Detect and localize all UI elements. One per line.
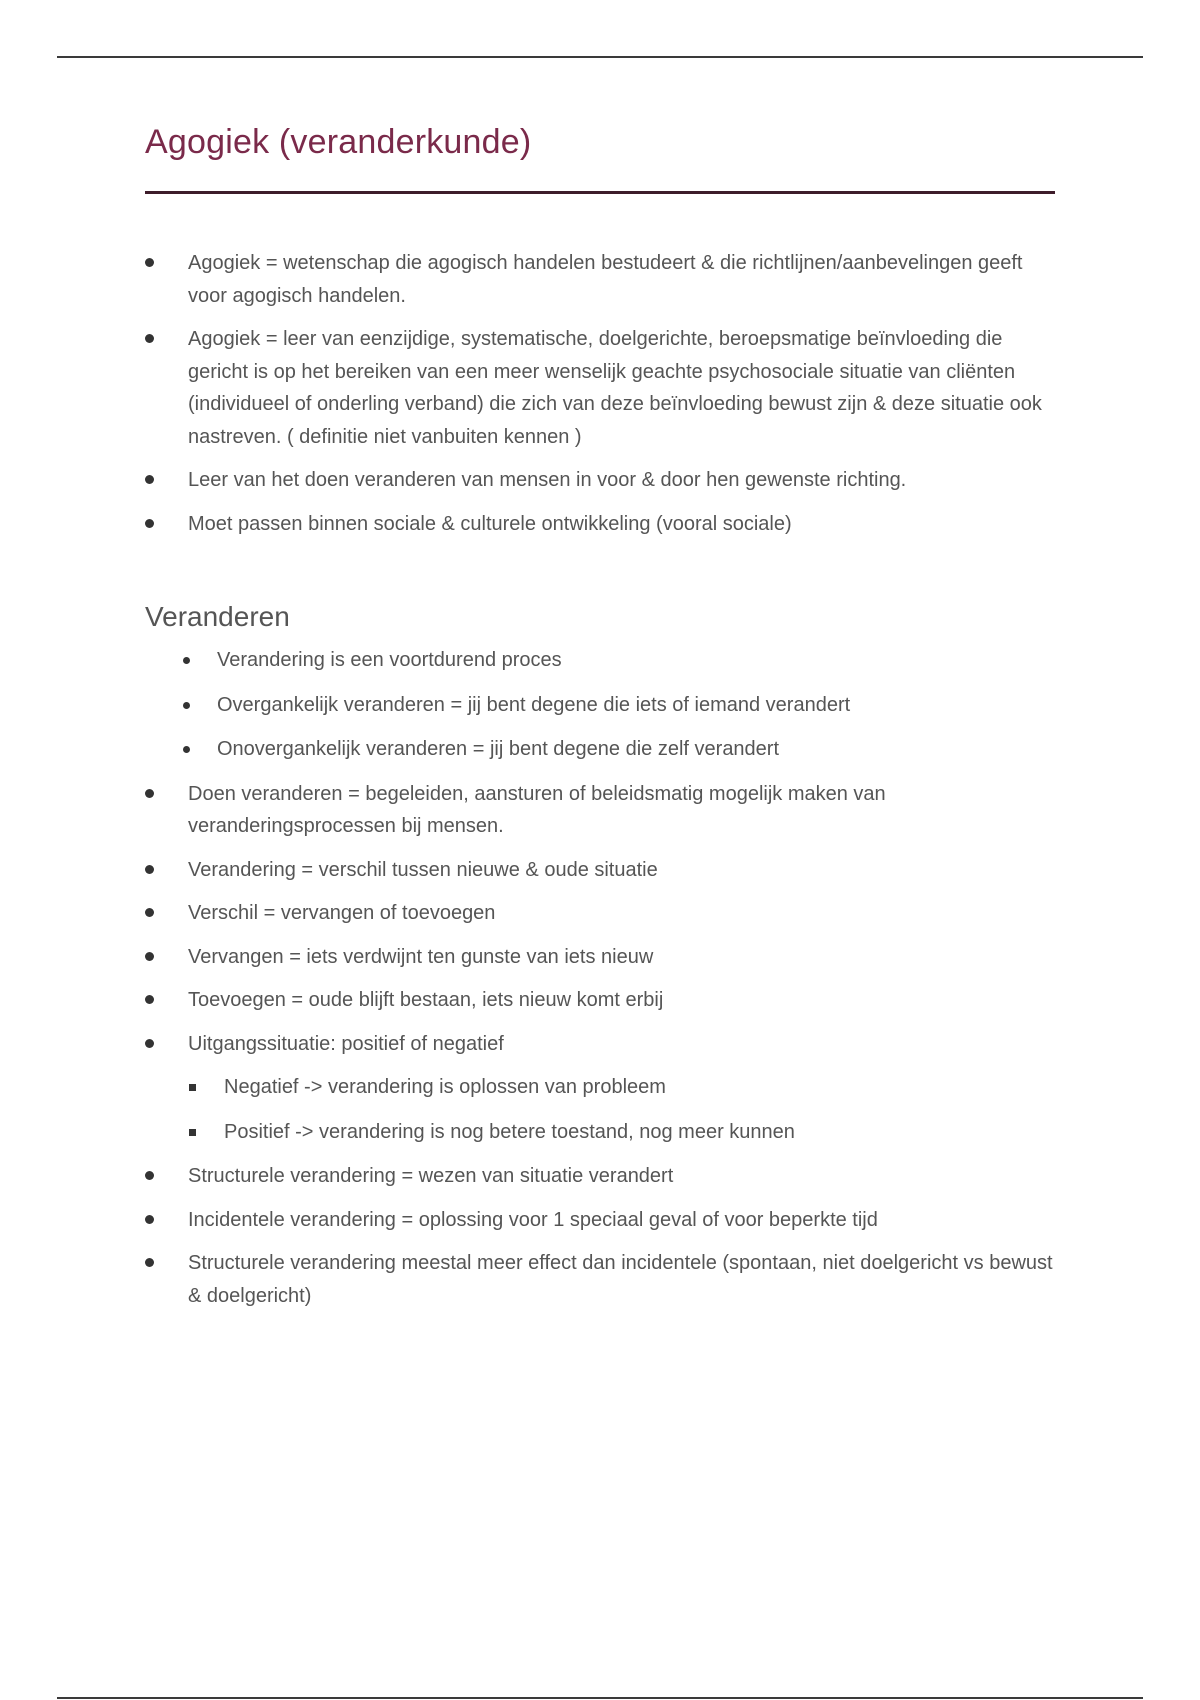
document-body [145,118,1055,1323]
list-item-text: Structurele verandering = wezen van situatie verandert [188,1165,674,1187]
list-item [183,733,1055,766]
bullet-icon [145,865,154,874]
list-item-text: Uitgangssituatie: positief of negatief [188,1032,504,1055]
list-item [145,984,1055,1017]
list-item-text: Onovergankelijk veranderen = jij bent degene die zelf verandert [217,738,780,760]
list-item [145,897,1055,930]
bullet-icon [145,1215,154,1224]
bullet-icon [145,995,154,1004]
list-item-text: Verschil = vervangen of toevoegen [188,902,496,924]
bullet-icon [183,746,190,753]
list-item-text: Toevoegen = oude blijft bestaan, iets nieuw komt erbij [188,989,664,1011]
list-item-text: Negatief -> verandering is oplossen van probleem [224,1076,666,1098]
list-item-text: Leer van het doen veranderen van mensen in voor & door hen gewenste richting. [188,469,907,491]
list-item-text: Agogiek = leer van eenzijdige, systematische, doelgerichte, beroepsmatige beïnvloeding die gericht is op het bereiken van een meer wenselijk geachte psychosociale situatie van cliënten (individueel of onderling verband) die zich van deze beïnvloeding bewust zijn & deze situatie ook nastreven. ( definitie niet vanbuiten kennen ) [188,328,1042,448]
bullet-icon [145,1258,154,1267]
list-item-text: Verandering = verschil tussen nieuwe & oude situatie [188,858,658,881]
bullet-icon [145,952,154,961]
list-item [145,247,1055,312]
list-item [145,508,1055,541]
intro-bullet-list [145,247,1055,540]
list-item [189,1116,1055,1149]
list-item [189,1071,1055,1104]
list-item [145,1247,1055,1312]
list-item-text: Vervangen = iets verdwijnt ten gunste van iets nieuw [188,945,654,968]
list-item [145,778,1055,843]
list-item [145,1204,1055,1237]
list-item-text: Structurele verandering meestal meer effect dan incidentele (spontaan, niet doelgericht vs bewust & doelgericht) [188,1252,1053,1307]
bullet-icon [145,908,154,917]
title-underline [145,191,1055,194]
list-item-text: Moet passen binnen sociale & culturele ontwikkeling (vooral sociale) [188,512,792,535]
page-bottom-rule [57,1697,1143,1699]
list-item [183,644,1055,677]
list-item-text: Verandering is een voortdurend proces [217,649,562,671]
list-item [145,323,1055,453]
list-item-text: Overgankelijk veranderen = jij bent degene die iets of iemand verandert [217,693,851,716]
square-bullet-icon [189,1084,196,1091]
bullet-icon [183,702,190,709]
document-title: Agogiek (veranderkunde) [145,123,532,161]
bullet-icon [183,657,190,664]
square-bullet-icon [189,1129,196,1136]
list-item [183,689,1055,722]
bullet-icon [145,475,154,484]
list-item-text: Incidentele verandering = oplossing voor 1 speciaal geval of voor beperkte tijd [188,1208,878,1231]
section-bullet-list [145,644,1055,1312]
bullet-icon [145,334,154,343]
list-item [145,941,1055,974]
list-item [145,464,1055,497]
section-heading: Veranderen [145,601,290,632]
list-item [145,854,1055,887]
list-item [145,1160,1055,1193]
bullet-icon [145,519,154,528]
list-item [145,1028,1055,1061]
list-item-text: Agogiek = wetenschap die agogisch handelen bestudeert & die richtlijnen/aanbevelingen geeft voor agogisch handelen. [188,252,1023,307]
bullet-icon [145,258,154,267]
bullet-icon [145,1171,154,1180]
bullet-icon [145,789,154,798]
list-item-text: Doen veranderen = begeleiden, aansturen of beleidsmatig mogelijk maken van veranderingsprocessen bij mensen. [188,782,886,837]
bullet-icon [145,1039,154,1048]
list-item-text: Positief -> verandering is nog betere toestand, nog meer kunnen [224,1120,795,1143]
page-top-rule [57,56,1143,58]
